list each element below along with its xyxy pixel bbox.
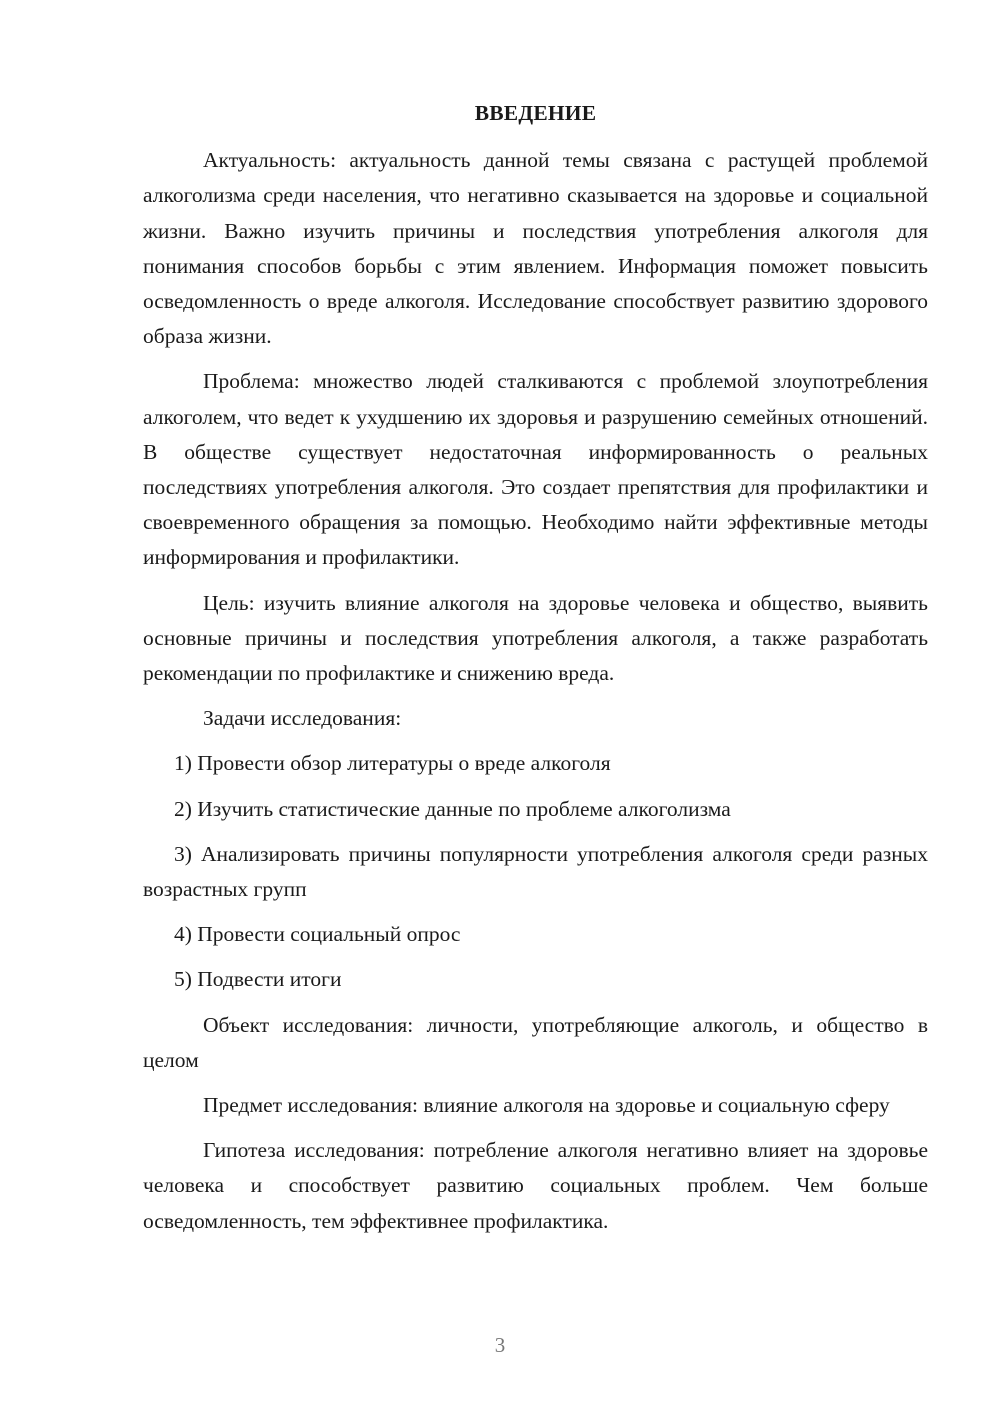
task-item-5: 5) Подвести итоги (174, 967, 342, 992)
task-item-4: 4) Провести социальный опрос (174, 922, 461, 947)
page-number: 3 (494, 1333, 506, 1357)
hypothesis-paragraph: Гипотеза исследования: потребление алкоголя негативно влияет на здоровье человека и способствует развитию социальных проблем. Чем больше осведомленность, тем эффективнее профилактика. (143, 1138, 928, 1233)
document-body (143, 96, 928, 1249)
section-heading: ВВЕДЕНИЕ (474, 101, 597, 125)
goal-paragraph: Цель: изучить влияние алкоголя на здоровье человека и общество, выявить основные причины и последствия употребления алкоголя, а также разработать рекомендации по профилактике и снижению вреда. (143, 590, 928, 686)
relevance-paragraph: Актуальность: актуальность данной темы связана с растущей проблемой алкоголизма среди населения, что негативно сказывается на здоровье и социальной жизни. Важно изучить причины и последствия употребления алкоголя для понимания способов борьбы с этим явлением. Информация поможет повысить осведомленность о вреде алкоголя. Исследование способствует развитию здорового образа жизни. (143, 148, 928, 349)
task-item-1: 1) Провести обзор литературы о вреде алкоголя (174, 751, 611, 776)
problem-paragraph: Проблема: множество людей сталкиваются с проблемой злоупотребления алкоголем, что ведет к ухудшению их здоровья и разрушению семейных отношений. В обществе существует недостаточная информированность о реальных последствиях употребления алкоголя. Это создает препятствия для профилактики и своевременного обращения за помощью. Необходимо найти эффективные методы информирования и профилактики. (143, 369, 928, 570)
object-paragraph: Объект исследования: личности, употребляющие алкоголь, и общество в целом (143, 1012, 928, 1072)
task-item-3: 3) Анализировать причины популярности употребления алкоголя среди разных возрастных групп (143, 841, 928, 902)
task-item-2: 2) Изучить статистические данные по проблеме алкоголизма (174, 796, 731, 821)
tasks-heading: Задачи исследования: (203, 706, 402, 731)
subject-paragraph: Предмет исследования: влияние алкоголя на здоровье и социальную сферу (203, 1093, 890, 1118)
